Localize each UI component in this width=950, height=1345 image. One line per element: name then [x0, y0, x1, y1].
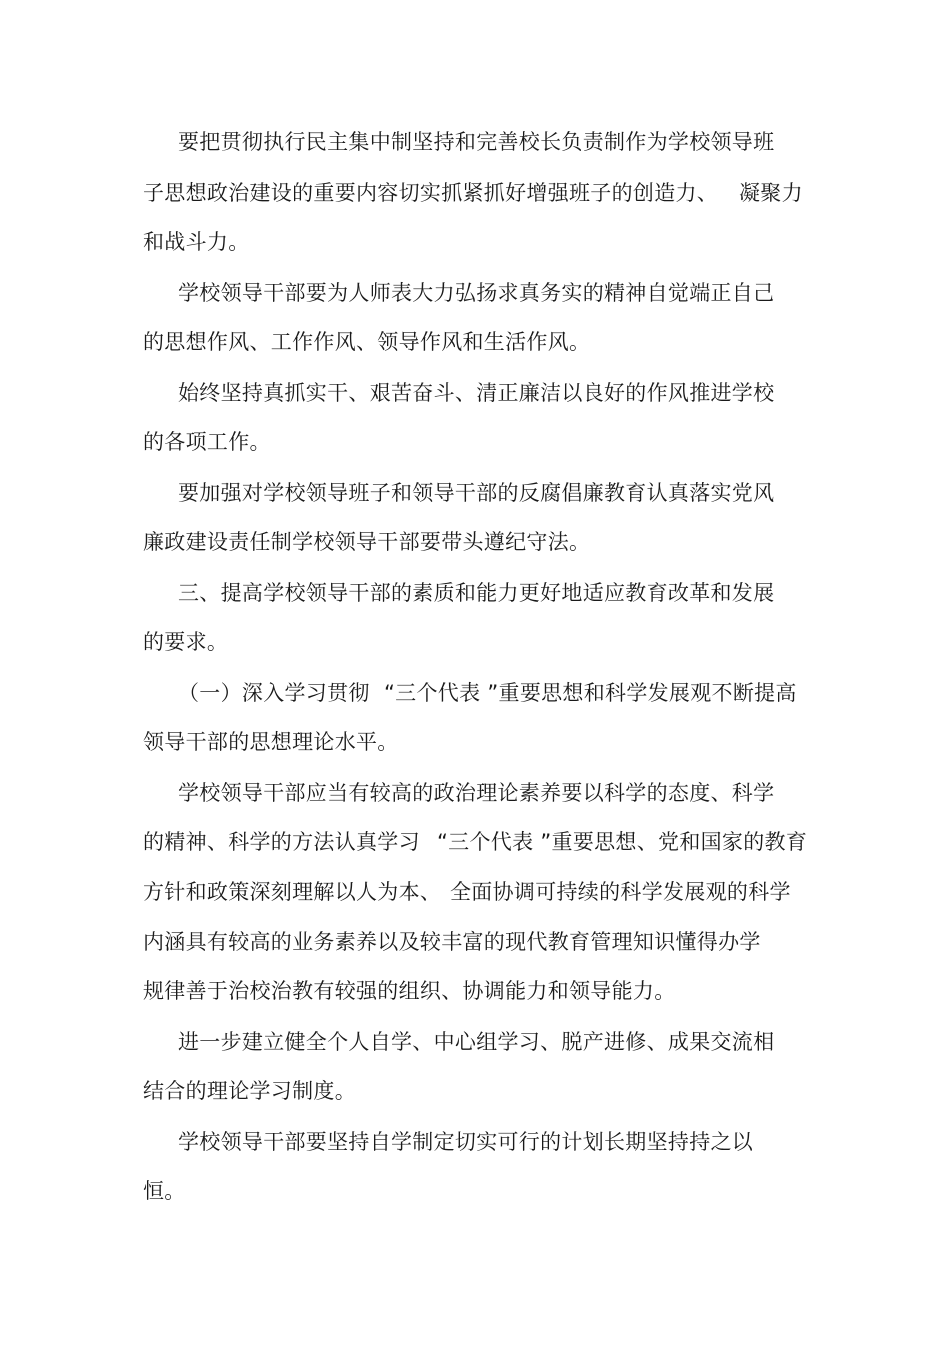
text-line: 方针和政策深刻理解以人为本、	[143, 880, 442, 904]
text-line: 学校领导干部要为人师表大力弘扬求真务实的精神自觉端正自己	[178, 281, 775, 305]
text-line: 规律善于治校治教有较强的组织、协调能力和领导能力。	[143, 979, 676, 1003]
text-line: “三个代表 ”重要思想、党和国家的教育	[437, 830, 808, 854]
text-line: 的思想作风、工作作风、领导作风和生活作风。	[143, 330, 591, 354]
text-line: 内涵具有较高的业务素养以及较丰富的现代教育管理知识懂得办学	[143, 930, 761, 954]
text-line: 学校领导干部要坚持自学制定切实可行的计划长期坚持持之以	[178, 1130, 754, 1154]
text-line: 的精神、科学的方法认真学习	[143, 830, 420, 854]
section-heading-line: 的要求。	[143, 630, 229, 654]
text-line: 的各项工作。	[143, 430, 271, 454]
text-line: 进一步建立健全个人自学、中心组学习、脱产进修、成果交流相	[178, 1030, 775, 1054]
text-line: 凝聚力	[739, 181, 803, 205]
text-line: 全面协调可持续的科学发展观的科学	[450, 880, 791, 904]
text-line: 要加强对学校领导班子和领导干部的反腐倡廉教育认真落实党风	[178, 481, 775, 505]
text-line: 要把贯彻执行民主集中制坚持和完善校长负责制作为学校领导班	[178, 130, 775, 154]
subsection-heading-line: （一）深入学习贯彻	[178, 681, 370, 705]
text-line: 和战斗力。	[143, 230, 250, 254]
text-line: 廉政建设责任制学校领导干部要带头遵纪守法。	[143, 530, 591, 554]
section-heading-line: 三、提高学校领导干部的素质和能力更好地适应教育改革和发展	[178, 581, 775, 605]
text-line: 学校领导干部应当有较高的政治理论素养要以科学的态度、科学	[178, 781, 775, 805]
text-line: 恒。	[143, 1179, 186, 1203]
text-line: 子思想政治建设的重要内容切实抓紧抓好增强班子的创造力、	[143, 181, 719, 205]
subsection-heading-line: 领导干部的思想理论水平。	[143, 730, 399, 754]
text-line: 始终坚持真抓实干、艰苦奋斗、清正廉洁以良好的作风推进学校	[178, 381, 775, 405]
subsection-heading-line: “三个代表 ”重要思想和科学发展观不断提高	[384, 681, 797, 705]
text-line: 结合的理论学习制度。	[143, 1079, 356, 1103]
